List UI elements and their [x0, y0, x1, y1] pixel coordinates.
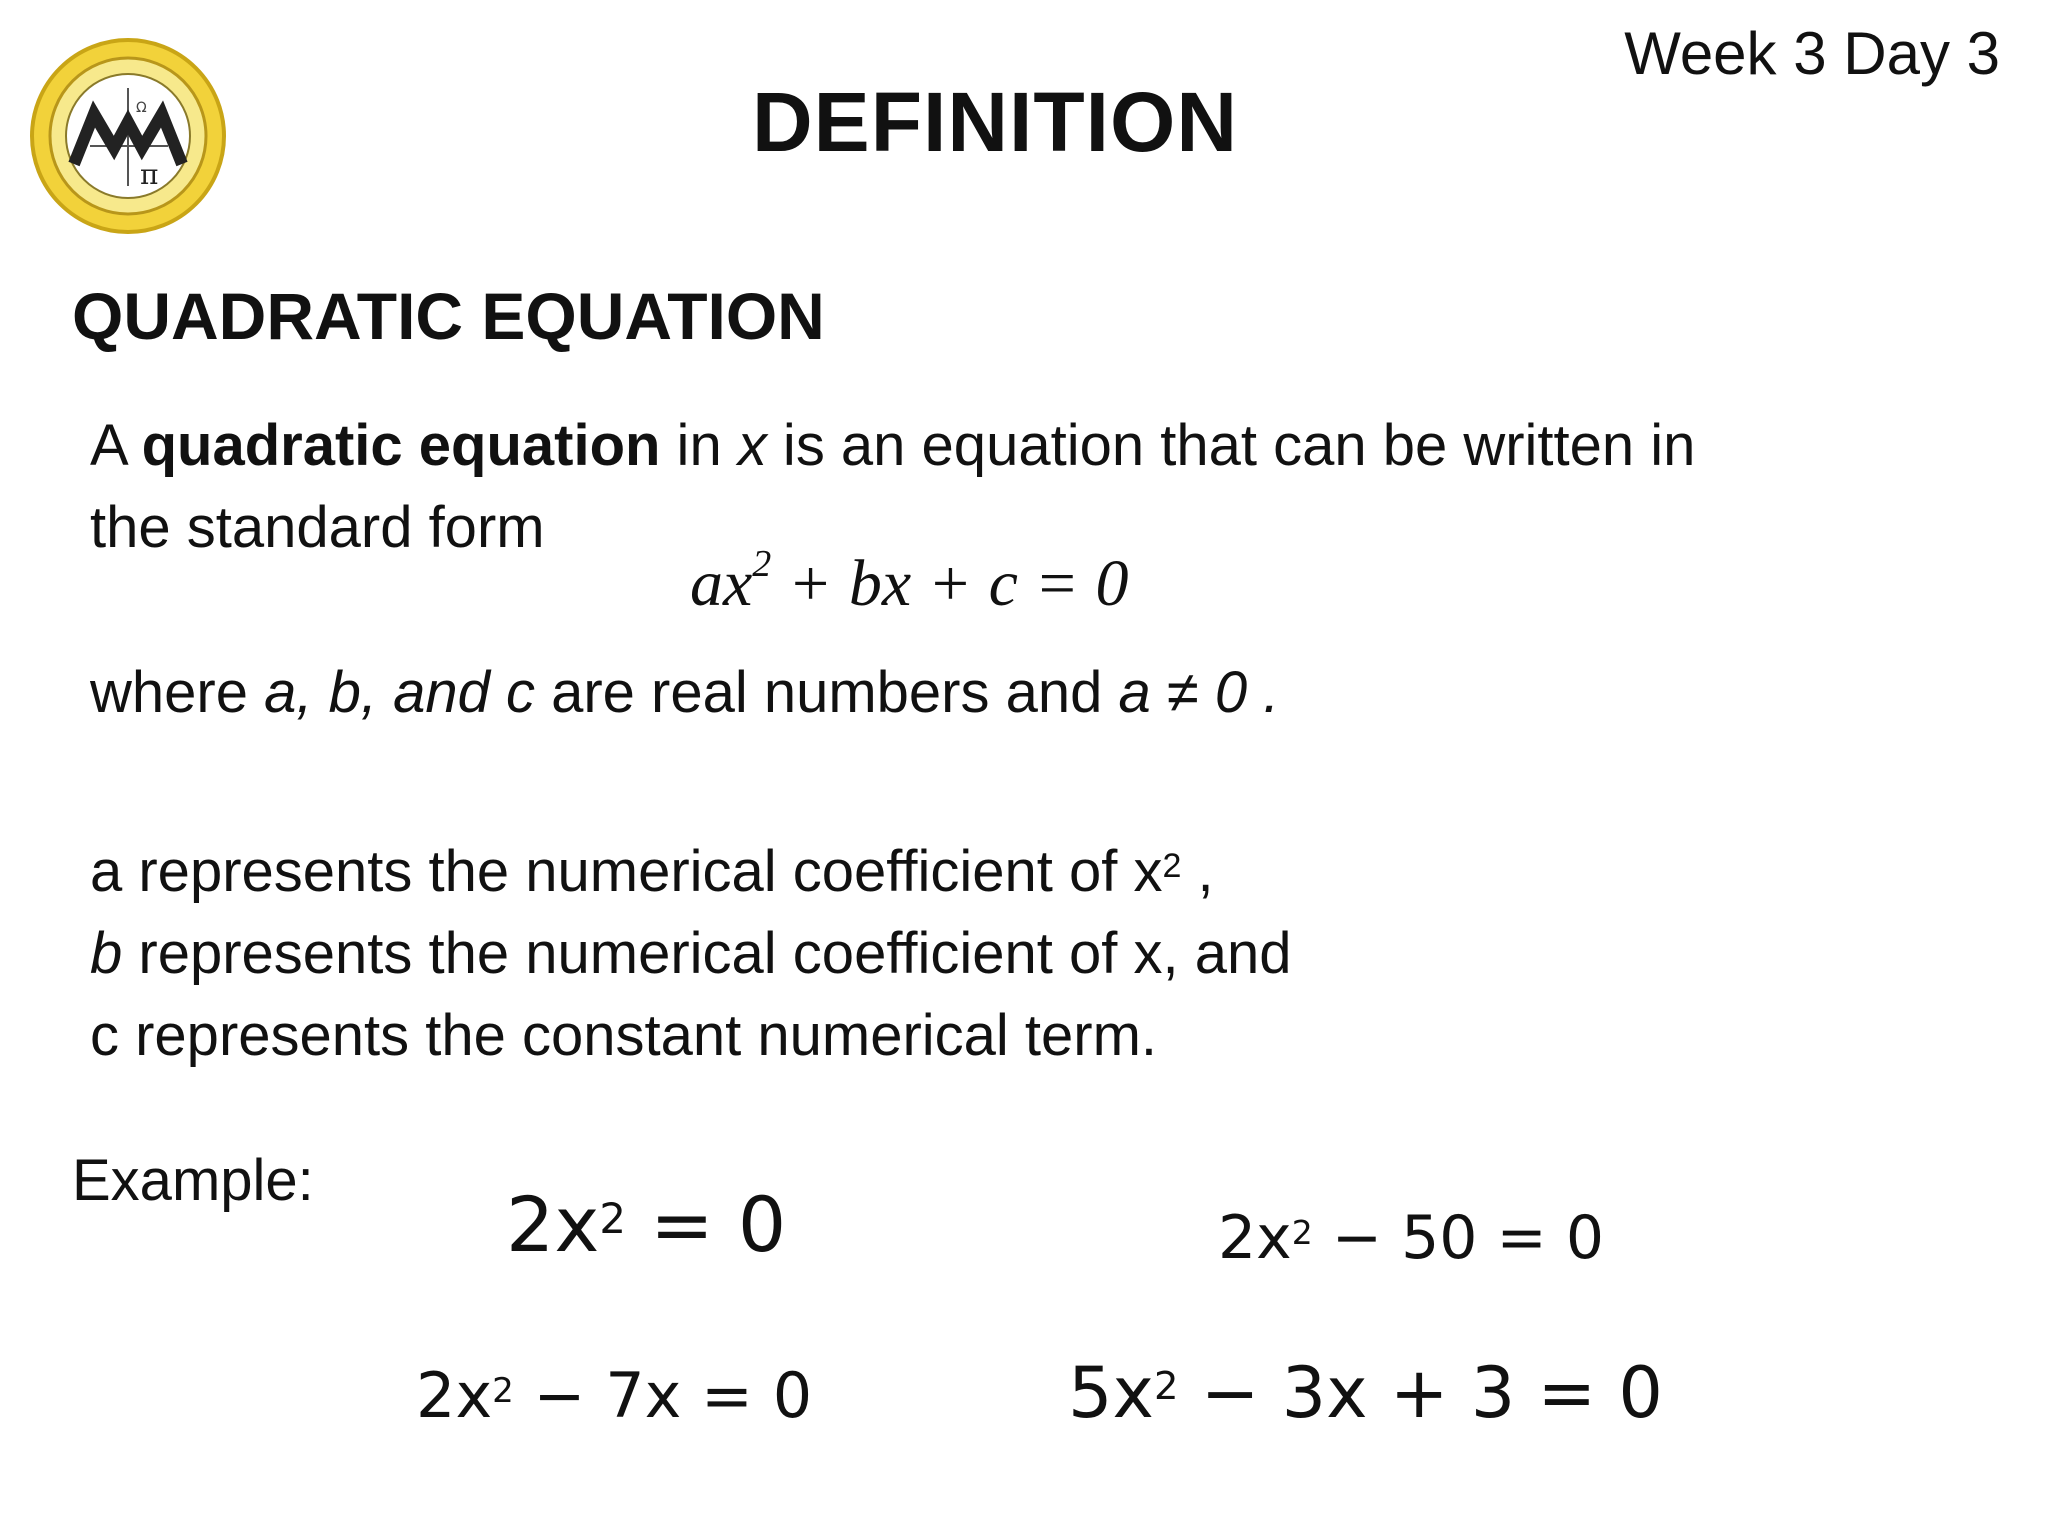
example-3-rest: − 7x = 0 [513, 1359, 813, 1432]
example-3-base: 2x [416, 1359, 493, 1432]
example-2-base: 2x [1218, 1203, 1292, 1273]
example-2-exponent: 2 [1291, 1213, 1313, 1253]
example-1-rest: = 0 [625, 1180, 787, 1269]
example-4-exponent: 2 [1153, 1364, 1179, 1410]
example-1-base: 2x [506, 1180, 600, 1269]
where-mid: are real numbers and [534, 660, 1119, 725]
coefficient-a-text: a represents the numerical coefficient of x [90, 839, 1163, 904]
where-variables: a, b, and c [264, 660, 535, 725]
coefficient-c-description: c represents the constant numerical term. [90, 1003, 1158, 1068]
svg-text:Ω: Ω [136, 100, 147, 116]
example-equation-2 [1218, 1200, 1604, 1276]
coefficient-a-exponent: 2 [1162, 847, 1182, 885]
page-title: DEFINITION [752, 75, 1238, 169]
standard-form-rest: + bx + c = 0 [771, 547, 1129, 620]
example-3-exponent: 2 [492, 1370, 514, 1411]
example-equation-4 [1068, 1350, 1663, 1436]
example-4-base: 5x [1068, 1352, 1154, 1434]
coefficient-a-description [90, 836, 1214, 908]
definition-term: quadratic equation [141, 413, 661, 478]
example-1-exponent: 2 [599, 1193, 626, 1243]
standard-form-equation [690, 530, 1129, 624]
standard-form-term: ax [690, 547, 753, 620]
definition-prefix: A [90, 413, 142, 478]
example-4-rest: − 3x + 3 = 0 [1178, 1352, 1663, 1434]
coefficient-b-variable: b [90, 921, 123, 986]
coefficient-b-text: represents the numerical coefficient of x, and [122, 921, 1292, 986]
week-day-label: Week 3 Day 3 [1624, 20, 2000, 87]
standard-form-exponent: 2 [752, 543, 772, 585]
example-equation-1 [506, 1180, 786, 1270]
where-condition: a ≠ 0 . [1118, 660, 1280, 725]
definition-suffix: is an equation that can be written in [766, 413, 1696, 478]
definition-mid: in [660, 413, 738, 478]
section-heading: QUADRATIC EQUATION [72, 279, 825, 353]
coefficient-a-suffix: , [1181, 839, 1214, 904]
where-prefix: where [90, 660, 265, 725]
definition-variable: x [737, 413, 767, 478]
example-label: Example: [72, 1148, 314, 1213]
example-2-rest: − 50 = 0 [1312, 1203, 1605, 1273]
where-clause [90, 657, 1279, 729]
definition-line-2: the standard form [90, 495, 545, 560]
svg-text:π: π [140, 158, 159, 191]
example-equation-3 [416, 1356, 812, 1436]
definition-line-1 [90, 410, 1695, 482]
coefficient-b-description [90, 918, 1292, 990]
